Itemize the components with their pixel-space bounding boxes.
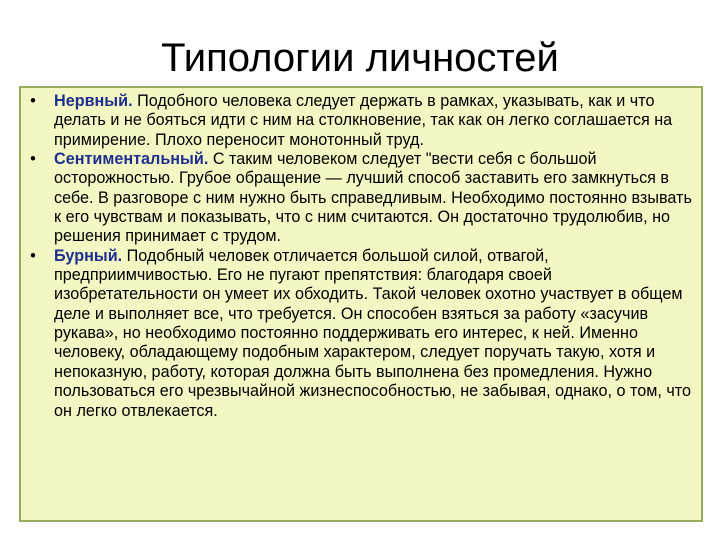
item-text: С таким человеком следует "вести себя с большой осторожностью. Грубое обращение — лучший способ заставить его замкнуться в себе. В разговоре с ним нужно быть справедливым. Необходимо постоянно взывать к его чувствам и показывать, что с ним считаются. Он достаточно трудолюбив, но решения принимает с трудом. <box>54 150 692 246</box>
bullet-icon: • <box>30 246 36 265</box>
list-item-nervous <box>26 92 698 150</box>
item-term: Бурный. <box>54 246 123 265</box>
bullet-icon: • <box>30 92 36 110</box>
list-item-sentimental <box>26 150 698 247</box>
bullet-icon: • <box>30 150 36 169</box>
item-text: Подобный человек отличается большой силой, отвагой, предприимчивостью. Его не пугают препятствия: благодаря своей изобретательности он умеет их обходить. Такой человек охотно участвует в общем деле и выполняет все, что требуется. Он способен взяться за работу «засучив рукава», но необходимо постоянно поддерживать его интерес, к ней. Именно человеку, обладающему подобным характером, следует поручать такую, хотя и непоказную, работу, которая должна быть выполнена без промедления. Нужно пользоваться его чрезвычайной жизнеспособностью, не забывая, однако, о том, что он легко отвлекается. <box>54 246 691 420</box>
list-item-turbulent <box>26 247 698 421</box>
personality-types-list <box>26 92 698 421</box>
item-term: Сентиментальный. <box>54 150 209 169</box>
item-text: Подобного человека следует держать в рамках, указывать, как и что делать и не бояться идти с ним на столкновение, так как он легко соглашается на примирение. Плохо переносит монотонный труд. <box>54 92 673 149</box>
slide-title: Типологии личностей <box>161 36 559 80</box>
item-term: Нервный. <box>54 92 133 110</box>
